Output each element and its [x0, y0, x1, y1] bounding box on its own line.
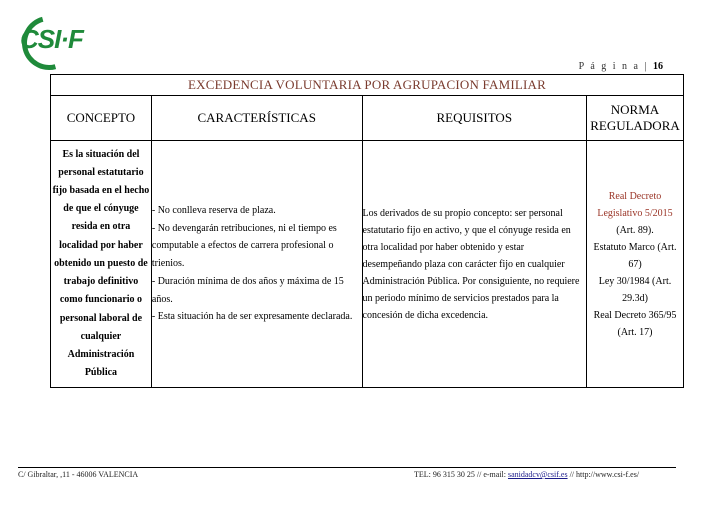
footer-sep: // [567, 470, 577, 479]
footer-web[interactable]: http://www.csi-f.es/ [576, 470, 640, 479]
header-requisitos: REQUISITOS [362, 96, 586, 141]
caracteristica-item: - No conlleva reserva de plaza. [151, 204, 276, 216]
excedencia-table [50, 74, 684, 388]
norma-ley: Ley 30/1984 (Art. 29.3d) [598, 275, 672, 304]
header-norma: NORMA REGULADORA [586, 96, 683, 141]
footer-email-link[interactable]: sanidadcv@csif.es [507, 470, 568, 479]
csif-logo [20, 14, 100, 74]
header-concepto: CONCEPTO [51, 96, 152, 141]
caracteristica-item: - Esta situación ha de ser expresamente declarada. [151, 311, 353, 323]
norma-cell [586, 141, 683, 388]
footer-contact [414, 470, 639, 479]
table-title: EXCEDENCIA VOLUNTARIA POR AGRUPACION FAMILIAR [51, 75, 684, 96]
logo-text: CSI·F [20, 24, 83, 54]
caracteristica-item: - Duración mínima de dos años y máxima de 15 años. [151, 275, 344, 305]
page-number-value: 16 [653, 61, 663, 72]
requisitos-cell: Los derivados de su propio concepto: ser personal estatutario fijo en activo, y que el cónyuge resida en otra localidad por haber obtenido y estar desempeñando plaza con carácter fijo en cualquier Administración Pública. Por consiguiente, no requiere un periodo mínimo de servicios prestados para la concesión de dicha excedencia. [362, 141, 586, 388]
header-caracteristicas: CARACTERÍSTICAS [151, 96, 362, 141]
logo-subtitle [24, 66, 110, 68]
footer-tel: TEL: 96 315 30 25 // e-mail: [414, 470, 508, 479]
norma-art89: (Art. 89). [616, 224, 654, 236]
page-label: P á g i n a | [578, 61, 649, 72]
caracteristicas-cell [151, 141, 362, 388]
norma-estatuto: Estatuto Marco (Art. 67) [593, 241, 677, 270]
norma-rdl: Real Decreto Legislativo 5/2015 [597, 190, 673, 219]
footer-divider [18, 467, 676, 468]
caracteristica-item: - No devengarán retribuciones, ni el tiempo es computable a efectos de carrera profesional o trienios. [151, 222, 337, 270]
page-number [579, 61, 663, 72]
norma-rd365: Real Decreto 365/95 (Art. 17) [593, 309, 677, 338]
concepto-cell: Es la situación del personal estatutario fijo basada en el hecho de que el cónyuge resida en otra localidad por haber obtenido un puesto de trabajo definitivo como funcionario o personal laboral de cualquier Administración Pública [51, 141, 152, 388]
footer-address: C/ Gibraltar, ,11 - 46006 VALENCIA [18, 470, 139, 479]
